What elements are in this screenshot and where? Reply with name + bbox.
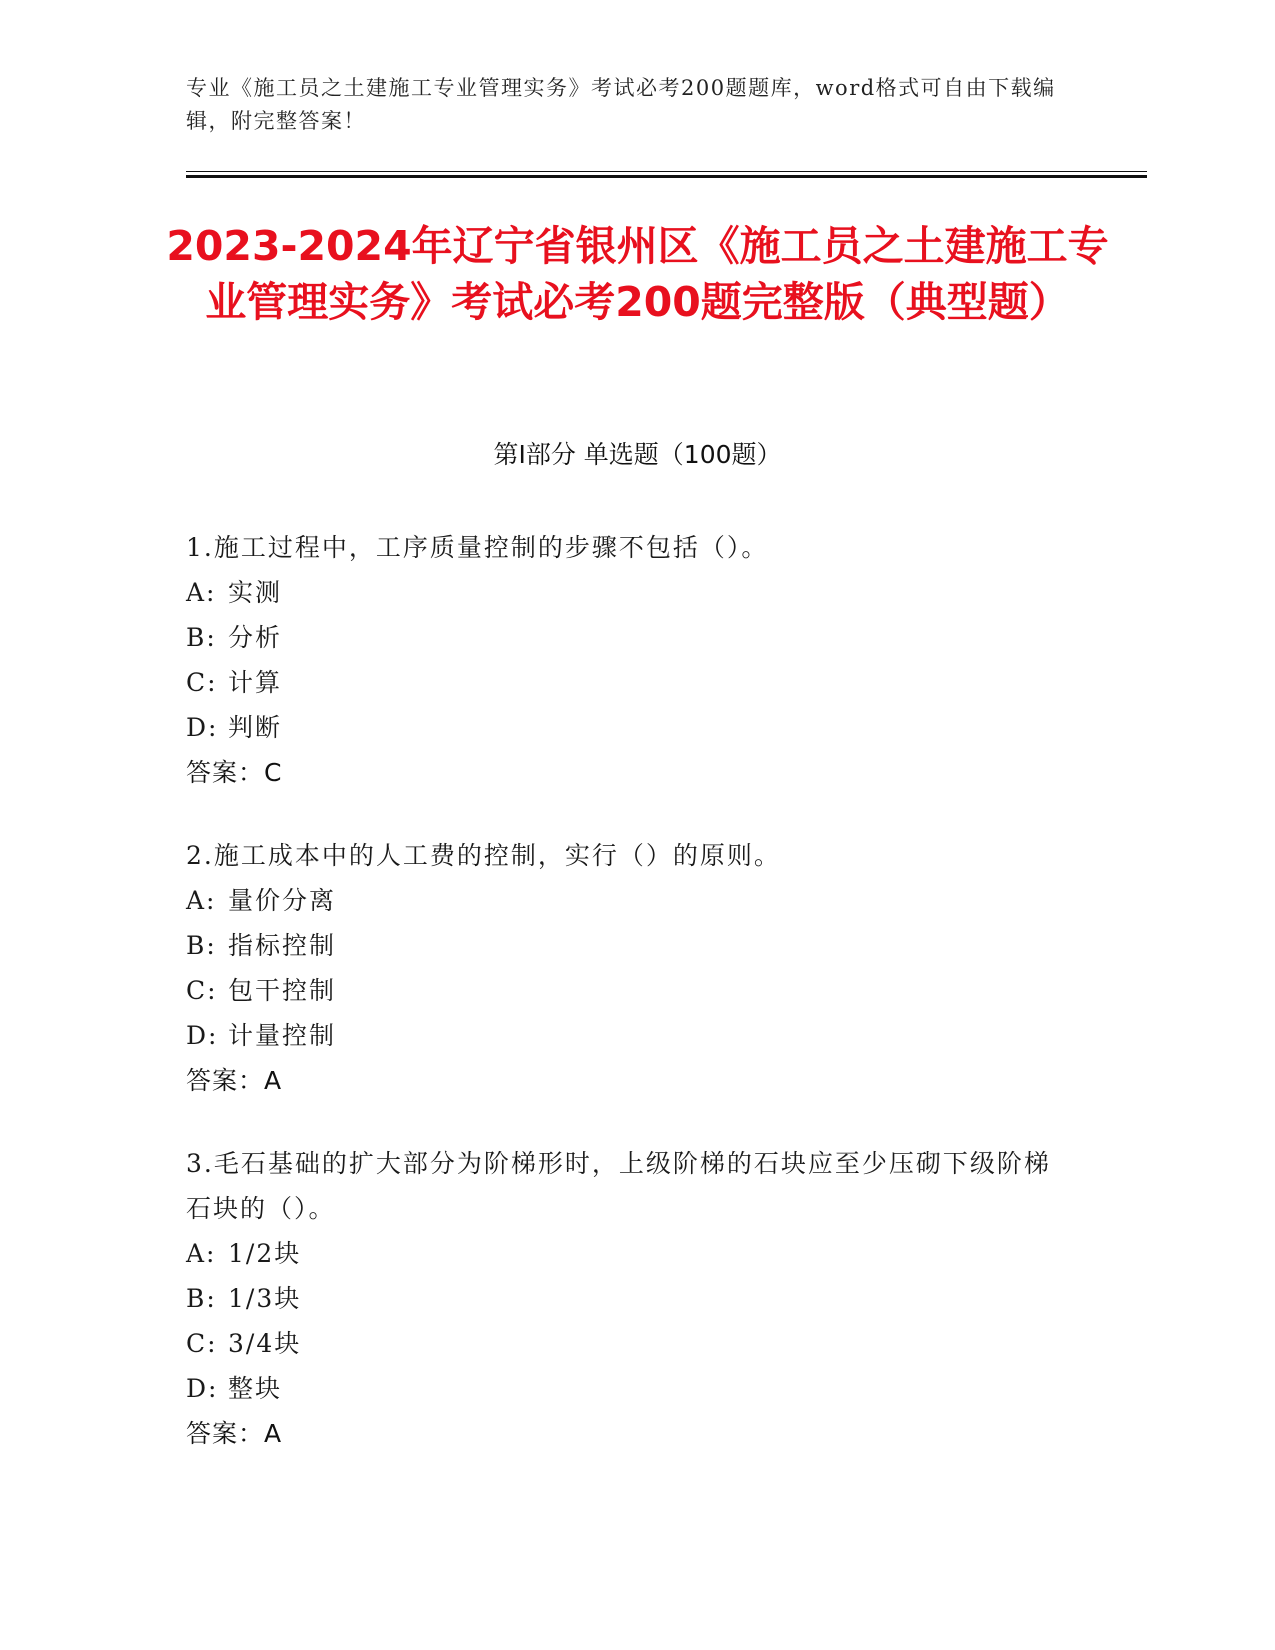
question-item <box>186 833 1066 1103</box>
option-d <box>186 1366 1066 1411</box>
question-stem: 2.施工成本中的人工费的控制，实行（）的原则。 <box>186 841 781 870</box>
option-c <box>186 1321 1066 1366</box>
option-letter: C: <box>186 1329 218 1358</box>
option-letter: B: <box>186 1284 217 1313</box>
option-text: 量价分离 <box>228 886 337 915</box>
question-answer: 答案：A <box>186 1419 283 1448</box>
option-a <box>186 1231 1066 1276</box>
option-b <box>186 923 1066 968</box>
header-rule-thin <box>186 171 1147 172</box>
option-text: 整块 <box>228 1374 283 1403</box>
option-c <box>186 968 1066 1013</box>
question-item <box>186 525 1066 795</box>
question-stem: 3.毛石基础的扩大部分为阶梯形时，上级阶梯的石块应至少压砌下级阶梯石块的（）。 <box>186 1149 1051 1223</box>
option-text: 1/3块 <box>228 1284 302 1313</box>
option-text: 1/2块 <box>228 1239 302 1268</box>
option-a <box>186 878 1066 923</box>
option-text: 计量控制 <box>228 1021 337 1050</box>
section-heading: 第Ⅰ部分 单选题（100题） <box>493 440 782 469</box>
option-letter: B: <box>186 623 217 652</box>
option-text: 指标控制 <box>228 931 337 960</box>
option-a <box>186 570 1066 615</box>
question-answer: 答案：C <box>186 758 283 787</box>
option-letter: C: <box>186 668 218 697</box>
question-stem: 1.施工过程中，工序质量控制的步骤不包括（）。 <box>186 533 769 562</box>
option-d <box>186 705 1066 750</box>
option-letter: D: <box>186 713 219 742</box>
option-b <box>186 1276 1066 1321</box>
option-b <box>186 615 1066 660</box>
option-letter: B: <box>186 931 217 960</box>
header-note: 专业《施工员之土建施工专业管理实务》考试必考200题题库，word格式可自由下载编辑，附完整答案！ <box>186 76 1056 133</box>
option-letter: D: <box>186 1374 219 1403</box>
option-letter: A: <box>186 578 217 607</box>
option-text: 计算 <box>228 668 283 697</box>
document-title: 2023-2024年辽宁省银州区《施工员之土建施工专业管理实务》考试必考200题完整版（典型题） <box>166 222 1109 326</box>
option-text: 判断 <box>228 713 283 742</box>
header-rule-thick <box>186 175 1147 178</box>
option-letter: C: <box>186 976 218 1005</box>
option-letter: D: <box>186 1021 219 1050</box>
question-item <box>186 1141 1066 1456</box>
option-letter: A: <box>186 1239 217 1268</box>
question-answer: 答案：A <box>186 1066 283 1095</box>
question-list <box>186 525 1066 1494</box>
option-text: 包干控制 <box>228 976 337 1005</box>
option-text: 3/4块 <box>228 1329 302 1358</box>
option-d <box>186 1013 1066 1058</box>
option-text: 分析 <box>228 623 283 652</box>
option-c <box>186 660 1066 705</box>
option-text: 实测 <box>228 578 283 607</box>
option-letter: A: <box>186 886 217 915</box>
